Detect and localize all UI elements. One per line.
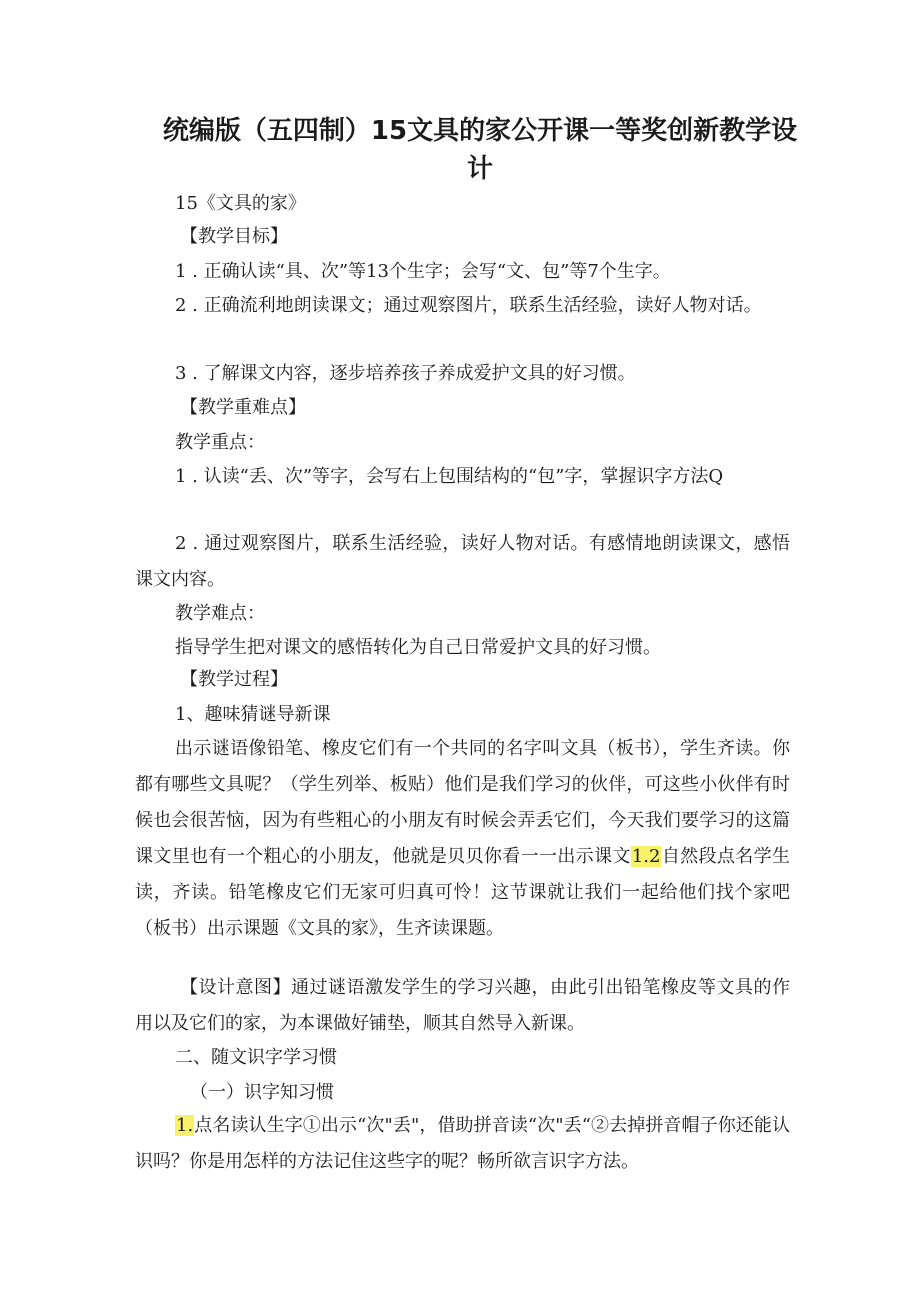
- goal-1: 1 . 正确认读“具、次”等13个生字；会写“文、包”等7个生字。: [175, 261, 671, 282]
- heading-keypoints: 【教学重难点】: [180, 397, 306, 418]
- design-intent: 【设计意图】通过谜语激发学生的学习兴趣，由此引出铅笔橡皮等文具的作用以及它们的家，为本课做好铺垫，顺其自然导入新课。: [135, 977, 790, 1034]
- paragraph-literacy-body: 点名读认生字①出示“次"丢"，借助拼音读“次"丢“②去掉拼音帽子你还能认识吗？你是用怎样的方法记住这些字的呢？畅所欲言识字方法。: [135, 1115, 790, 1172]
- paragraph-intro: [135, 731, 790, 947]
- goal-3: 3 . 了解课文内容，逐步培养孩子养成爱护文具的好习惯。: [175, 363, 636, 384]
- paragraph-intro-part-a: 出示谜语像铅笔、橡皮它们有一个共同的名字叫文具（板书），学生齐读。你都有哪些文具呢？（学生列举、板贴）他们是我们学习的伙伴，可这些小伙伴有时候也会很苦恼，因为有些粗心的小朋友有时候会弄丢它们，今天我们要学习的这篇课文里也有一个粗心的小朋友，他就是贝贝你看一一出示课文: [135, 738, 790, 867]
- paragraph-literacy: [135, 1108, 790, 1180]
- heading-goals: 【教学目标】: [180, 226, 288, 247]
- goal-2: 2 . 正确流利地朗读课文；通过观察图片，联系生活经验，读好人物对话。: [175, 295, 762, 316]
- difficulty-1: 指导学生把对课文的感悟转化为自己日常爱护文具的好习惯。: [175, 637, 661, 658]
- title-line-1: 统编版（五四制）15文具的家公开课一等奖创新教学设: [162, 116, 798, 146]
- title-line-2: 计: [466, 154, 493, 184]
- step-1-heading: 1、趣味猜谜导新课: [175, 704, 331, 725]
- key-point-1: 1 . 认读“丢、次”等字，会写右上包围结构的“包”字，掌握识字方法Q: [175, 466, 724, 487]
- key-label: 教学重点：: [175, 432, 265, 453]
- step-2-heading: 二、随文识字学习惯: [175, 1047, 337, 1068]
- heading-process: 【教学过程】: [180, 669, 288, 690]
- lesson-name: 15《文具的家》: [175, 193, 306, 214]
- key-point-2: 2 . 通过观察图片，联系生活经验，读好人物对话。有感情地朗读课文，感悟课文内容。: [135, 533, 790, 590]
- highlighted-number-2: 1.: [176, 1115, 194, 1136]
- sub-heading-1: （一）识字知习惯: [190, 1082, 334, 1103]
- highlighted-number: 1.2: [631, 846, 661, 867]
- paragraph-intro-part-b: 自然段点名学生读，齐读。铅笔橡皮它们无家可归真可怜！这节课就让我们一起给他们找个家吧（板书）出示课题《文具的家》，生齐读课题。: [135, 846, 790, 939]
- document-title: [160, 112, 800, 188]
- difficulty-label: 教学难点：: [175, 603, 265, 624]
